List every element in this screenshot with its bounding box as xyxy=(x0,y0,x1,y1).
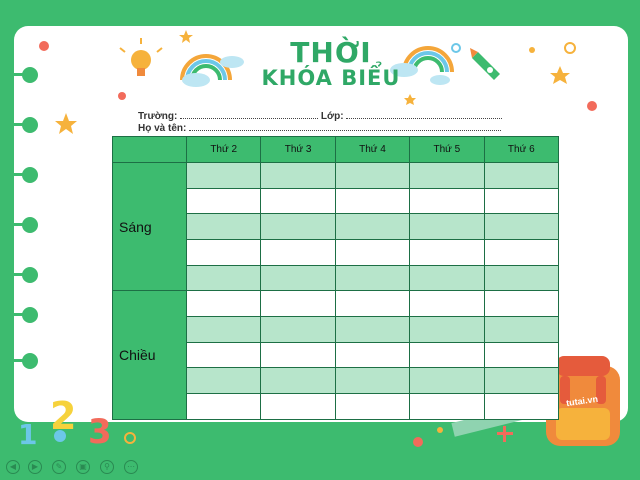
table-cell[interactable] xyxy=(335,393,409,419)
header-day: Thứ 5 xyxy=(410,137,484,163)
school-class-line xyxy=(138,110,502,122)
table-row xyxy=(113,291,559,317)
table-cell[interactable] xyxy=(187,265,261,291)
table-cell[interactable] xyxy=(484,291,558,317)
session-label-afternoon: Chiều xyxy=(113,291,187,420)
table-cell[interactable] xyxy=(187,393,261,419)
dot-decoration xyxy=(529,47,535,53)
table-cell[interactable] xyxy=(410,214,484,240)
header-day: Thứ 4 xyxy=(335,137,409,163)
number-two-decoration: 2 xyxy=(50,394,77,438)
table-cell[interactable] xyxy=(410,368,484,394)
prev-icon[interactable]: ◀ xyxy=(6,460,20,474)
dot-decoration xyxy=(413,437,423,447)
slides-icon[interactable]: ▣ xyxy=(76,460,90,474)
table-cell[interactable] xyxy=(187,291,261,317)
table-cell[interactable] xyxy=(187,342,261,368)
table-cell[interactable] xyxy=(410,342,484,368)
table-cell[interactable] xyxy=(261,265,335,291)
star-icon xyxy=(550,66,570,84)
dot-decoration xyxy=(452,44,460,52)
table-cell[interactable] xyxy=(410,265,484,291)
title-line-2: KHÓA BIỂU xyxy=(261,66,401,90)
name-line xyxy=(138,122,501,134)
table-cell[interactable] xyxy=(410,393,484,419)
star-icon xyxy=(179,30,193,43)
table-cell[interactable] xyxy=(335,342,409,368)
timetable xyxy=(112,136,559,420)
table-cell[interactable] xyxy=(187,188,261,214)
pen-icon[interactable]: ✎ xyxy=(52,460,66,474)
table-row xyxy=(113,163,559,189)
class-label: Lớp: xyxy=(320,111,344,122)
table-cell[interactable] xyxy=(410,188,484,214)
table-cell[interactable] xyxy=(335,291,409,317)
rainbow-icon xyxy=(182,56,244,87)
table-cell[interactable] xyxy=(261,393,335,419)
table-cell[interactable] xyxy=(187,163,261,189)
dot-decoration xyxy=(125,433,135,443)
table-cell[interactable] xyxy=(484,265,558,291)
table-cell[interactable] xyxy=(261,188,335,214)
header-day: Thứ 3 xyxy=(261,137,335,163)
title-line-1: THỜI xyxy=(290,36,372,69)
number-three-decoration: 3 xyxy=(88,412,112,452)
dot-decoration xyxy=(565,43,575,53)
table-cell[interactable] xyxy=(410,239,484,265)
table-cell[interactable] xyxy=(261,342,335,368)
header-day: Thứ 6 xyxy=(484,137,558,163)
table-cell[interactable] xyxy=(187,317,261,343)
table-cell[interactable] xyxy=(335,239,409,265)
table-cell[interactable] xyxy=(484,393,558,419)
corner-cell xyxy=(113,137,187,163)
school-field[interactable] xyxy=(180,110,318,119)
header-row xyxy=(113,137,559,163)
name-field[interactable] xyxy=(189,122,501,131)
table-cell[interactable] xyxy=(335,265,409,291)
dot-decoration xyxy=(118,92,126,100)
table-cell[interactable] xyxy=(484,188,558,214)
table-cell[interactable] xyxy=(410,291,484,317)
rocket-icon xyxy=(470,48,500,80)
star-icon xyxy=(55,113,77,134)
table-cell[interactable] xyxy=(335,163,409,189)
table-cell[interactable] xyxy=(261,239,335,265)
star-icon xyxy=(404,94,416,105)
dot-decoration xyxy=(587,101,597,111)
zoom-icon[interactable]: ⚲ xyxy=(100,460,114,474)
class-field[interactable] xyxy=(346,110,502,119)
header-day: Thứ 2 xyxy=(187,137,261,163)
dot-decoration xyxy=(437,427,443,433)
table-cell[interactable] xyxy=(410,163,484,189)
table-cell[interactable] xyxy=(261,214,335,240)
table-cell[interactable] xyxy=(335,188,409,214)
table-cell[interactable] xyxy=(484,163,558,189)
school-label: Trường: xyxy=(138,111,178,122)
next-icon[interactable]: ▶ xyxy=(28,460,42,474)
brand-logo: tutai.vn xyxy=(565,393,599,409)
table-cell[interactable] xyxy=(410,317,484,343)
table-cell[interactable] xyxy=(484,317,558,343)
dot-decoration xyxy=(39,41,49,51)
table-cell[interactable] xyxy=(187,214,261,240)
table-cell[interactable] xyxy=(261,368,335,394)
number-one-decoration: 1 xyxy=(18,418,38,451)
table-cell[interactable] xyxy=(484,368,558,394)
table-cell[interactable] xyxy=(187,368,261,394)
table-cell[interactable] xyxy=(335,317,409,343)
table-cell[interactable] xyxy=(484,239,558,265)
more-icon[interactable]: ⋯ xyxy=(124,460,138,474)
lightbulb-icon xyxy=(120,38,162,76)
plus-icon xyxy=(497,426,513,442)
table-cell[interactable] xyxy=(187,239,261,265)
session-label-morning: Sáng xyxy=(113,163,187,291)
table-cell[interactable] xyxy=(335,368,409,394)
table-cell[interactable] xyxy=(484,342,558,368)
table-cell[interactable] xyxy=(261,317,335,343)
table-cell[interactable] xyxy=(335,214,409,240)
name-label: Họ và tên: xyxy=(138,123,187,134)
table-cell[interactable] xyxy=(484,214,558,240)
table-cell[interactable] xyxy=(261,163,335,189)
table-cell[interactable] xyxy=(261,291,335,317)
